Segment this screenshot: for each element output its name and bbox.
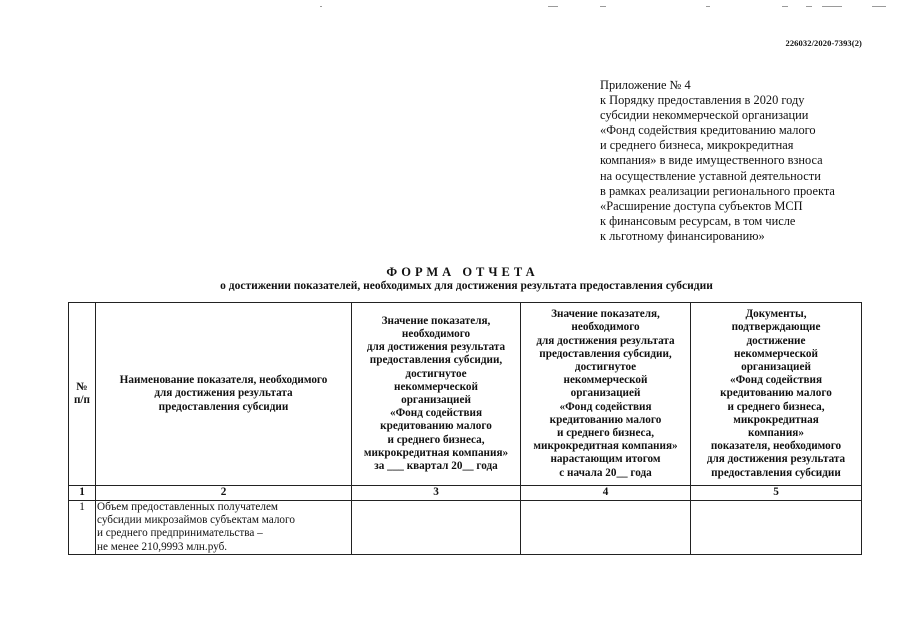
indicator-name-line: не менее 210,9993 млн.руб. [97, 540, 228, 553]
quarter-value-cell [352, 501, 521, 555]
appendix-line: компания» в виде имущественного взноса [600, 153, 823, 168]
column-number-row [69, 486, 862, 501]
appendix-line: к льготному финансированию» [600, 228, 765, 243]
appendix-line: и среднего бизнеса, микрокредитная [600, 138, 794, 153]
appendix-line: в рамках реализации регионального проекта [600, 183, 835, 198]
indicator-name-line: субсидии микрозаймов субъектам малого [97, 514, 295, 527]
appendix-line: субсидии некоммерческой организации [600, 108, 809, 123]
row-number: 1 [69, 501, 96, 555]
column-number: 5 [691, 486, 862, 501]
indicator-name-line: Объем предоставленных получателем [97, 501, 278, 513]
column-number: 2 [96, 486, 352, 501]
cumulative-value-cell [521, 501, 691, 555]
appendix-line: «Фонд содействия кредитованию малого [600, 123, 816, 138]
appendix-line: на осуществление уставной деятельности [600, 168, 821, 183]
scan-artifact-line [0, 0, 905, 14]
form-subtitle: о достижении показателей, необходимых для достижения результата предоставления субсидии [220, 280, 713, 292]
column-number: 4 [521, 486, 691, 501]
header-cell-quarter-value: Значение показателя, необходимого для достижения результата предоставления субсидии, достигнутое некоммерческой организацией «Фонд содействия кредитованию малого и среднего бизнеса, микрокредитная компания» за ___ квартал 20__ года [352, 303, 521, 486]
indicator-name-cell [96, 501, 352, 555]
report-table [68, 302, 862, 555]
indicator-name-line: и среднего предпринимательства – [97, 527, 263, 540]
form-title: ФОРМА ОТЧЕТА [386, 265, 539, 279]
table-row [69, 501, 862, 555]
table-header-row [69, 303, 862, 486]
column-number: 1 [69, 486, 96, 501]
header-cell-cumulative-value: Значение показателя, необходимого для достижения результата предоставления субсидии, достигнутое некоммерческой организацией «Фонд содействия кредитованию малого и среднего бизнеса, микрокредитная компания» нарастающим итогом с начала 20__ года [521, 303, 691, 486]
header-cell-indicator-name: Наименование показателя, необходимого для достижения результата предоставления субсидии [96, 303, 352, 486]
documents-cell [691, 501, 862, 555]
appendix-block [600, 78, 890, 244]
appendix-line: к финансовым ресурсам, в том числе [600, 213, 796, 228]
appendix-line: к Порядку предоставления в 2020 году [600, 93, 805, 108]
column-number: 3 [352, 486, 521, 501]
appendix-line: Приложение № 4 [600, 78, 691, 92]
header-cell-documents: Документы, подтверждающие достижение некоммерческой организацией «Фонд содействия кредитованию малого и среднего бизнеса, микрокредитная компания» показателя, необходимого для достижения результата предоставления субсидии [691, 303, 862, 486]
document-id: 226032/2020-7393(2) [785, 38, 862, 48]
header-cell-number: № п/п [69, 303, 96, 486]
appendix-line: «Расширение доступа субъектов МСП [600, 198, 803, 213]
